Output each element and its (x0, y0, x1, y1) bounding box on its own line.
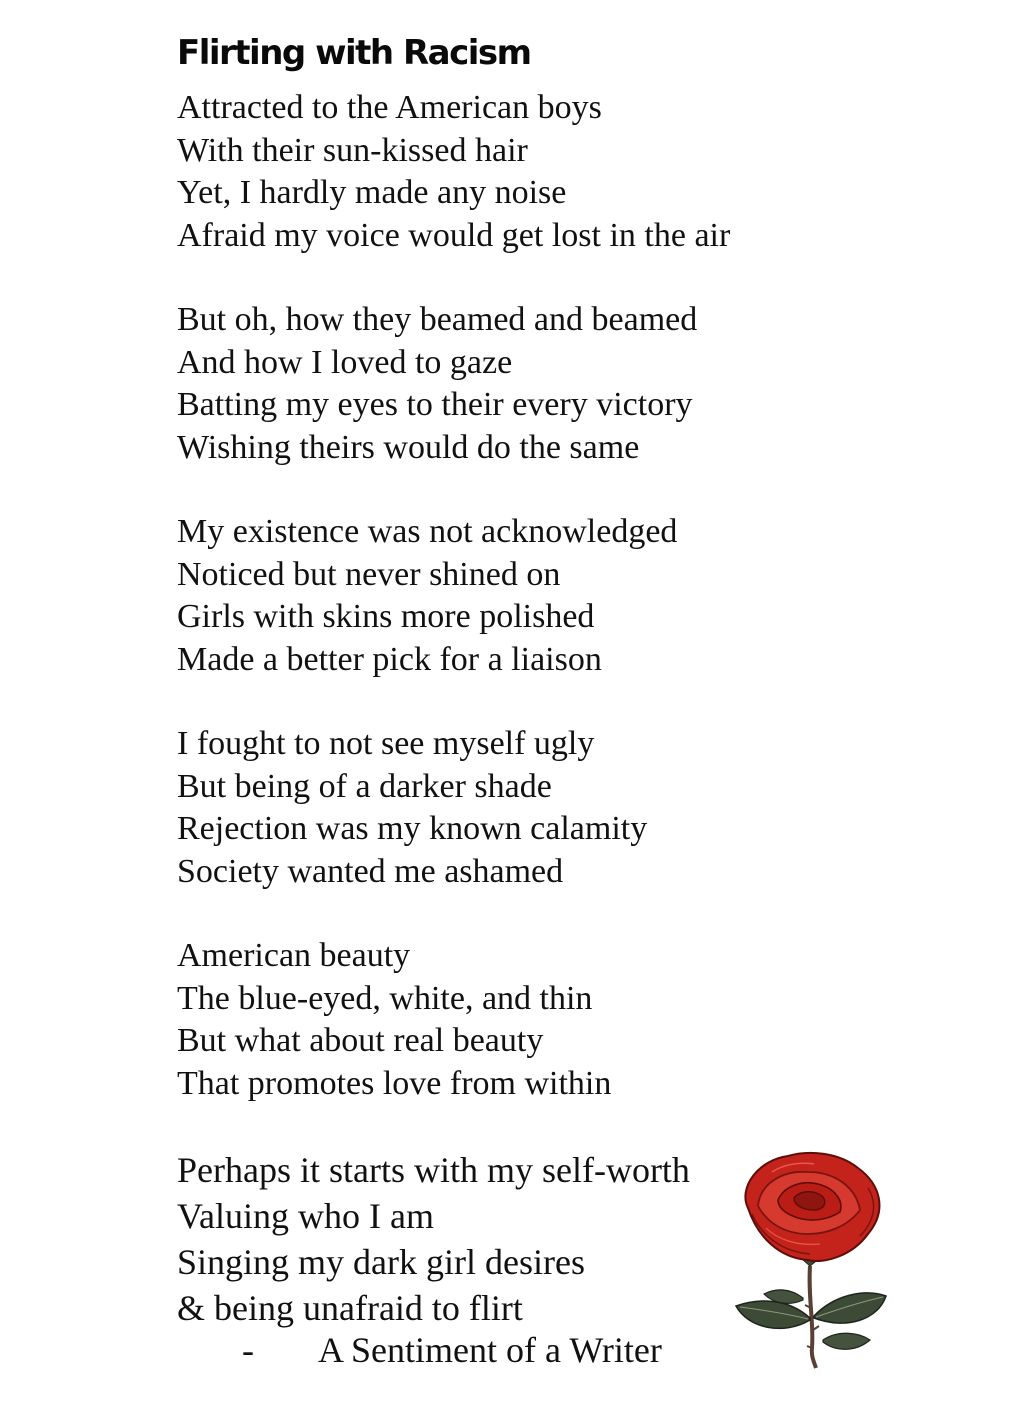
poem-line: Wishing theirs would do the same (177, 428, 640, 466)
stanza-3 (177, 511, 777, 681)
poem-line: & being unafraid to flirt (177, 1288, 523, 1328)
poem-line: But what about real beauty (177, 1022, 544, 1059)
stanza-2 (177, 299, 777, 469)
poem-line: Girls with skins more polished (177, 598, 595, 635)
poem-title: Flirting with Racism (177, 33, 531, 73)
stanza-6 (177, 1147, 777, 1331)
signature-text: A Sentiment of a Writer (318, 1330, 662, 1370)
poem-line: And how I loved to gaze (177, 343, 513, 381)
poem (177, 28, 777, 1373)
poem-line: Made a better pick for a liaison (177, 640, 602, 678)
poem-line: American beauty (177, 937, 411, 974)
signature-dash: - (242, 1330, 254, 1370)
stanza-4 (177, 723, 777, 893)
rose-leaf-left (736, 1301, 810, 1328)
poem-line: My existence was not acknowledged (177, 513, 678, 550)
poem-line: That promotes love from within (177, 1064, 612, 1102)
poem-line: Perhaps it starts with my self-worth (177, 1150, 690, 1190)
poem-line: But being of a darker shade (177, 767, 552, 805)
poem-line: Society wanted me ashamed (177, 852, 564, 890)
signature (177, 1327, 662, 1373)
poem-line: Afraid my voice would get lost in the air (177, 216, 731, 254)
poem-line: I fought to not see myself ugly (177, 725, 595, 762)
poem-line: Noticed but never shined on (177, 555, 561, 593)
poem-line: The blue-eyed, white, and thin (177, 979, 593, 1017)
poem-line: Batting my eyes to their every victory (177, 386, 693, 423)
poem-line: Yet, I hardly made any noise (177, 174, 567, 211)
stanza-5 (177, 935, 777, 1105)
poem-line: Rejection was my known calamity (177, 810, 648, 847)
poem-line: With their sun-kissed hair (177, 131, 528, 169)
poem-line: But oh, how they beamed and beamed (177, 301, 698, 338)
stanza-1 (177, 87, 777, 257)
rose-icon (728, 1148, 898, 1370)
poem-line: Attracted to the American boys (177, 89, 602, 126)
poem-line: Singing my dark girl desires (177, 1242, 585, 1282)
poem-line: Valuing who I am (177, 1196, 434, 1236)
rose-leaf-right (814, 1293, 886, 1323)
